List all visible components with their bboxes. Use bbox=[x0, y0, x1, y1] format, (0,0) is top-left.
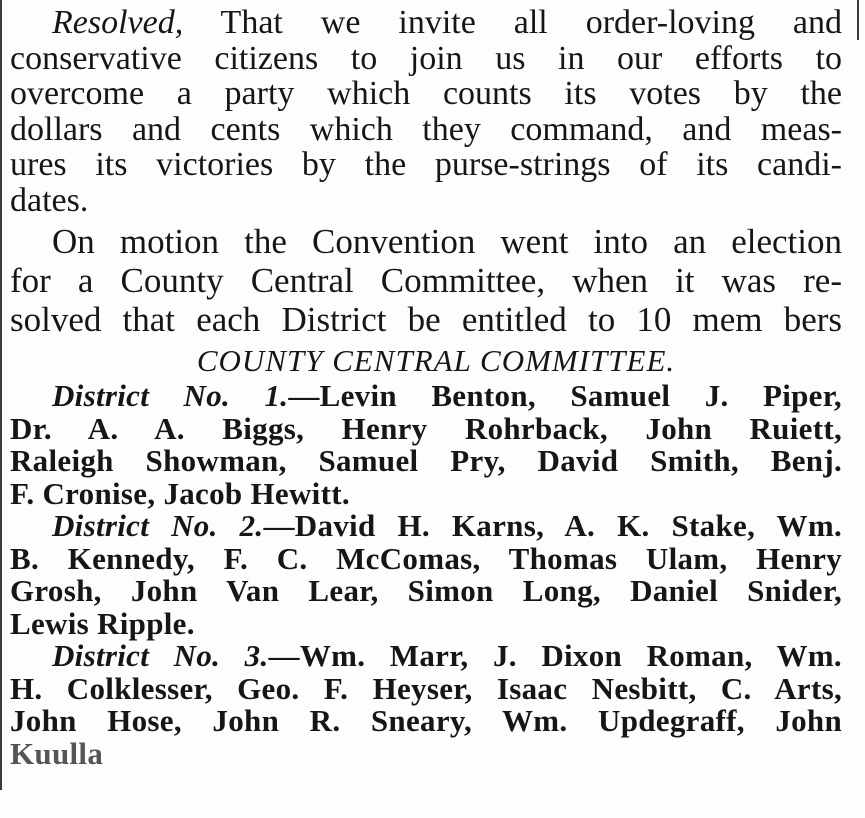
district-2-line-2: B. Kennedy, F. C. McComas, Thomas Ulam, Henry bbox=[10, 540, 842, 576]
resolution-line-4: dollars and cents which they command, and meas- bbox=[10, 110, 842, 148]
district-3-line-2: H. Colklesser, Geo. F. Heyser, Isaac Nesbitt, C. Arts, bbox=[10, 670, 842, 706]
resolution-line-3: overcome a party which counts its votes by the bbox=[10, 75, 842, 112]
district-3 bbox=[10, 638, 842, 771]
district-2-line-4: Lewis Ripple. bbox=[10, 605, 195, 641]
district-2-line-3: Grosh, John Van Lear, Simon Long, Daniel Snider, bbox=[10, 573, 842, 608]
district-1 bbox=[10, 380, 842, 510]
district-3-names: —Wm. Marr, J. Dixon Roman, Wm. bbox=[268, 638, 842, 673]
motion-paragraph bbox=[10, 222, 842, 339]
district-1-line-3: Raleigh Showman, Samuel Pry, David Smith, Benj. bbox=[10, 443, 842, 478]
column-rule-right bbox=[857, 0, 859, 40]
district-2-line-1 bbox=[10, 510, 842, 543]
resolution-line-6: dates. bbox=[10, 181, 89, 219]
district-2 bbox=[10, 510, 842, 640]
column-rule-left bbox=[0, 0, 2, 790]
district-2-names: —David H. Karns, A. K. Stake, Wm. bbox=[263, 508, 842, 543]
district-1-label: District No. 1. bbox=[52, 378, 289, 413]
committee-heading: COUNTY CENTRAL COMMITTEE. bbox=[196, 343, 676, 378]
article-body bbox=[10, 0, 842, 771]
resolution-lead-word: Resolved, bbox=[52, 4, 184, 41]
district-1-names: —Levin Benton, Samuel J. Piper, bbox=[288, 378, 842, 413]
district-1-line-1 bbox=[10, 380, 842, 413]
motion-line-1: On motion the Convention went into an election bbox=[52, 222, 842, 261]
motion-line-3: solved that each District be entitled to 10 mem bers bbox=[10, 300, 842, 339]
resolution-text: That we invite all order-loving and bbox=[183, 4, 842, 41]
resolution-line-1 bbox=[10, 5, 842, 41]
district-3-line-1 bbox=[10, 640, 842, 673]
district-1-line-4: F. Cronise, Jacob Hewitt. bbox=[10, 475, 350, 511]
motion-line-2: for a County Central Committee, when it was re- bbox=[10, 261, 842, 300]
resolution-line-5: ures its victories by the purse-strings of its candi- bbox=[10, 146, 842, 183]
district-1-line-2: Dr. A. A. Biggs, Henry Rohrback, John Ruiett, bbox=[10, 410, 842, 446]
resolution-paragraph bbox=[10, 5, 842, 218]
district-3-line-3: John Hose, John R. Sneary, Wm. Updegraff, John bbox=[10, 703, 842, 738]
resolution-line-2: conservative citizens to join us in our efforts to bbox=[10, 39, 842, 77]
district-3-line-4-cutoff: Kuulla bbox=[10, 735, 104, 771]
district-3-label: District No. 3. bbox=[52, 638, 269, 673]
district-2-label: District No. 2. bbox=[52, 508, 264, 543]
